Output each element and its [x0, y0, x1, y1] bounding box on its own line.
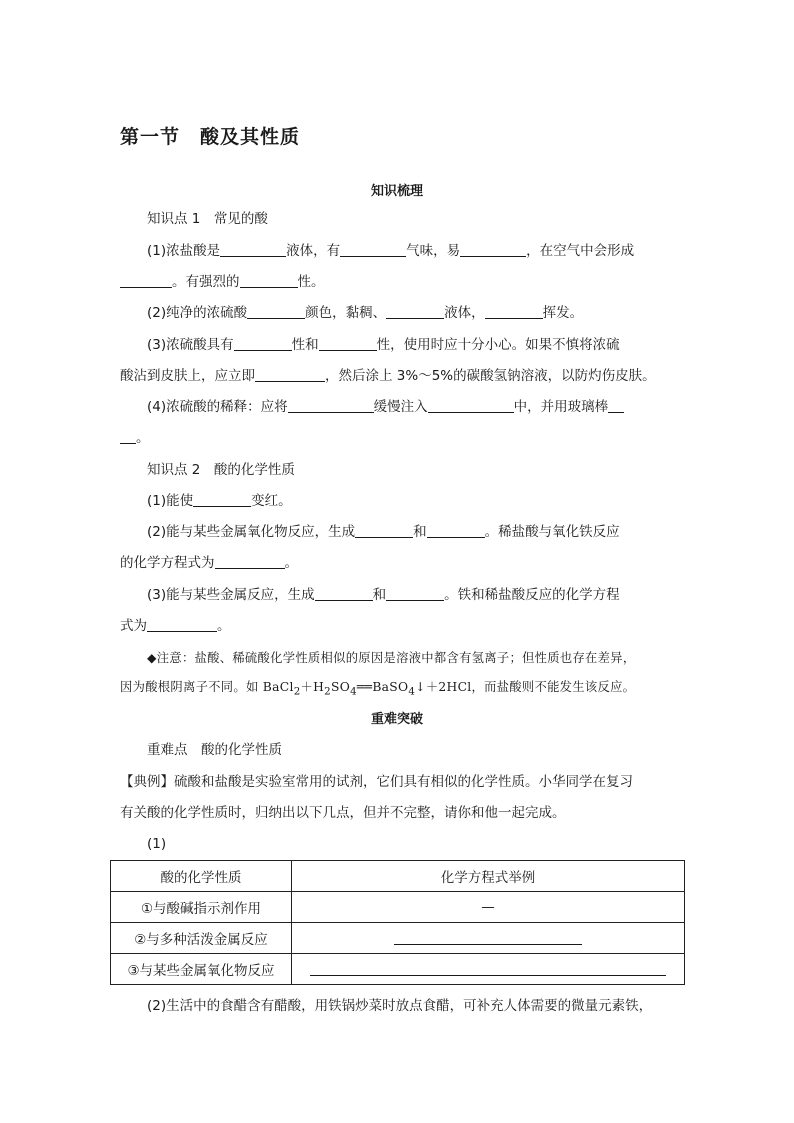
table-header: 化学方程式举例 — [292, 861, 685, 892]
blank[interactable] — [460, 242, 526, 257]
example-part-1: (1) — [147, 836, 167, 852]
acid-properties-table — [110, 860, 685, 985]
table-cell: ①与酸碱指示剂作用 — [111, 892, 292, 923]
note-line-2: 因为酸根阴离子不同。如 $BaCl_2+H_2SO_4══BaSO_4↓+2HCl$，而盐酸则不能发生该反应。 — [120, 680, 636, 698]
table-header-row — [111, 861, 685, 892]
blank[interactable] — [355, 523, 413, 538]
blank[interactable] — [485, 304, 543, 319]
blank[interactable] — [234, 336, 292, 351]
blank[interactable] — [386, 304, 444, 319]
kp2-line-3: 的化学方程式为 。 — [120, 555, 298, 571]
kp2-line-1: (1)能使 变红。 — [147, 493, 292, 509]
answer-blank[interactable] — [394, 928, 582, 945]
kp2-line-4: (3)能与某些金属反应，生成 和 。铁和稀盐酸反应的化学方程 — [147, 587, 620, 603]
kp1-line-3: (2)纯净的浓硫酸 颜色，黏稠、 液体， 挥发。 — [147, 305, 584, 321]
blank[interactable] — [288, 398, 374, 413]
kp2-line-2: (2)能与某些金属氧化物反应，生成 和 。稀盐酸与氧化铁反应 — [147, 524, 620, 540]
table-row — [111, 923, 685, 954]
blank[interactable] — [240, 273, 298, 288]
blank[interactable] — [255, 367, 325, 382]
page-title: 第一节 酸及其性质 — [120, 126, 301, 148]
section-heading-key: 重难突破 — [370, 712, 423, 727]
blank[interactable] — [340, 242, 406, 257]
kp1-line-4: (3)浓硫酸具有 性和 性，使用时应十分小心。如果不慎将浓硫 — [147, 337, 620, 353]
table-cell[interactable] — [292, 954, 685, 985]
table-cell: ②与多种活泼金属反应 — [111, 923, 292, 954]
kp1-line-5: 酸沾到皮肤上，应立即 ，然后涂上 3%～5%的碳酸氢钠溶液，以防灼伤皮肤。 — [120, 368, 656, 384]
example-line-2: 有关酸的化学性质时，归纳出以下几点，但并不完整，请你和他一起完成。 — [120, 805, 566, 821]
section-heading-knowledge: 知识梳理 — [370, 184, 423, 199]
table-cell: — — [292, 892, 685, 923]
kp2-line-5: 式为 。 — [120, 618, 231, 634]
blank[interactable] — [220, 242, 286, 257]
note-line-1: ◆注意：盐酸、稀硫酸化学性质相似的原因是溶液中都含有氢离子；但性质也存在差异， — [147, 651, 636, 665]
blank[interactable] — [215, 554, 285, 569]
blank[interactable] — [315, 586, 373, 601]
kp1-line-6: (4)浓硫酸的稀释：应将 缓慢注入 中，并用玻璃棒 — [147, 397, 680, 417]
table-cell: ③与某些金属氧化物反应 — [111, 954, 292, 985]
blank[interactable] — [608, 398, 624, 413]
blank[interactable] — [427, 523, 485, 538]
blank[interactable] — [247, 304, 305, 319]
example-line-1: 【典例】硫酸和盐酸是实验室常用的试剂，它们具有相似的化学性质。小华同学在复习 — [120, 774, 633, 790]
table-header: 酸的化学性质 — [111, 861, 292, 892]
example-part-2: (2)生活中的食醋含有醋酸，用铁锅炒菜时放点食醋，可补充人体需要的微量元素铁， — [147, 998, 653, 1014]
answer-blank[interactable] — [310, 959, 666, 976]
blank[interactable] — [120, 429, 136, 444]
kp1-heading: 知识点 1 常见的酸 — [147, 211, 268, 227]
kp2-heading: 知识点 2 酸的化学性质 — [147, 462, 295, 478]
kp1-line-2: 。有强烈的 性。 — [120, 272, 680, 292]
table-cell[interactable] — [292, 923, 685, 954]
kp1-line-7: 。 — [120, 428, 680, 448]
blank[interactable] — [147, 617, 217, 632]
key-heading: 重难点 酸的化学性质 — [147, 742, 282, 758]
blank[interactable] — [386, 586, 444, 601]
blank[interactable] — [120, 273, 172, 288]
kp1-line-1: (1)浓盐酸是 液体，有 气味，易 ，在空气中会形成 — [147, 243, 635, 259]
table-row — [111, 892, 685, 923]
blank[interactable] — [319, 336, 377, 351]
blank[interactable] — [193, 492, 251, 507]
blank[interactable] — [428, 398, 514, 413]
table-row — [111, 954, 685, 985]
